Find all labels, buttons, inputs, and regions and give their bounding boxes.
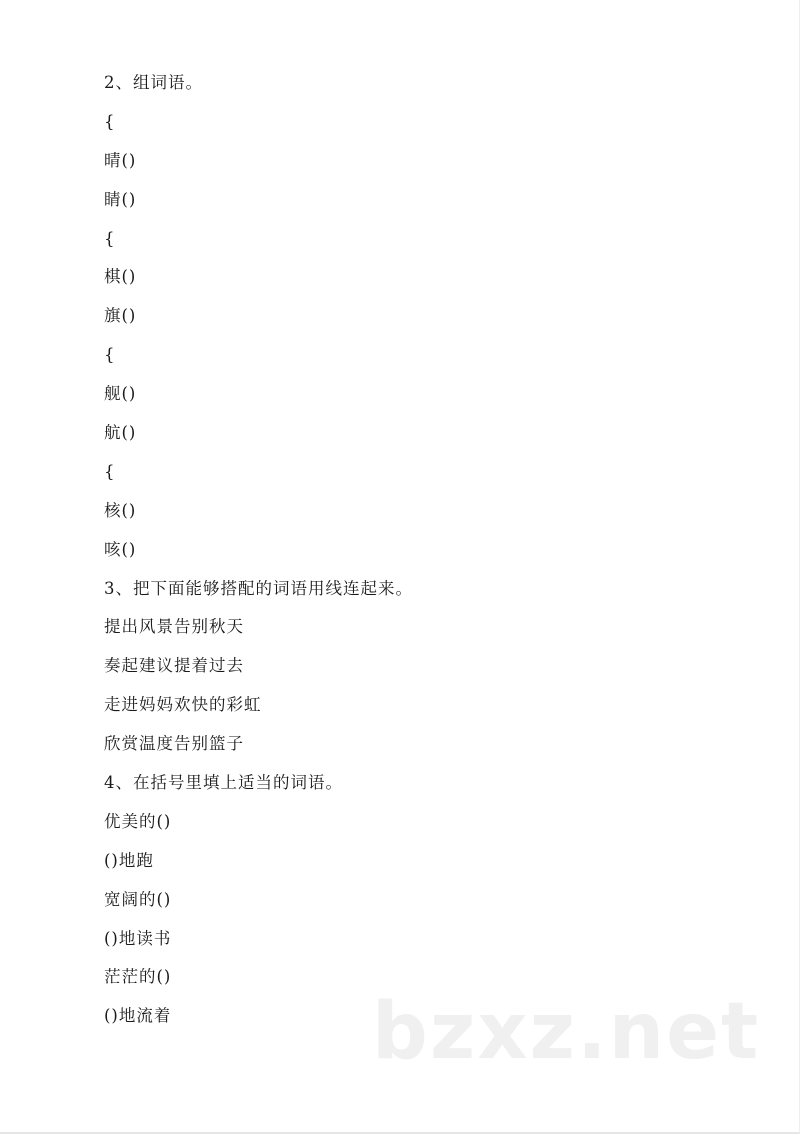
matching-row: 欣赏温度告别篮子	[104, 734, 244, 754]
brace-mark: {	[104, 111, 116, 131]
word-item: 舰()	[104, 384, 137, 404]
word-item: 咳()	[104, 539, 137, 559]
section-3-heading: 3、把下面能够搭配的词语用线连起来。	[104, 578, 413, 598]
site-watermark: bzxz.net	[372, 987, 761, 1077]
fill-blank-item: ()地跑	[104, 850, 154, 870]
section-4-heading: 4、在括号里填上适当的词语。	[104, 773, 343, 793]
worksheet-content	[104, 64, 724, 1036]
fill-blank-item: 优美的()	[104, 811, 172, 831]
matching-row: 走进妈妈欢快的彩虹	[104, 695, 262, 715]
word-item: 航()	[104, 423, 137, 443]
word-item: 旗()	[104, 306, 137, 326]
section-2-heading: 2、组词语。	[104, 73, 203, 92]
word-item: 棋()	[104, 267, 137, 287]
brace-mark: {	[104, 461, 116, 481]
matching-row: 奏起建议提着过去	[104, 656, 244, 676]
fill-blank-item: ()地流着	[104, 1006, 172, 1026]
word-item: 核()	[104, 500, 137, 520]
matching-row: 提出风景告别秋天	[104, 617, 244, 637]
fill-blank-item: ()地读书	[104, 928, 172, 948]
word-item: 睛()	[104, 189, 137, 209]
brace-mark: {	[104, 228, 116, 248]
fill-blank-item: 宽阔的()	[104, 889, 172, 909]
fill-blank-item: 茫茫的()	[104, 967, 172, 987]
brace-mark: {	[104, 345, 116, 365]
word-item: 晴()	[104, 150, 137, 170]
